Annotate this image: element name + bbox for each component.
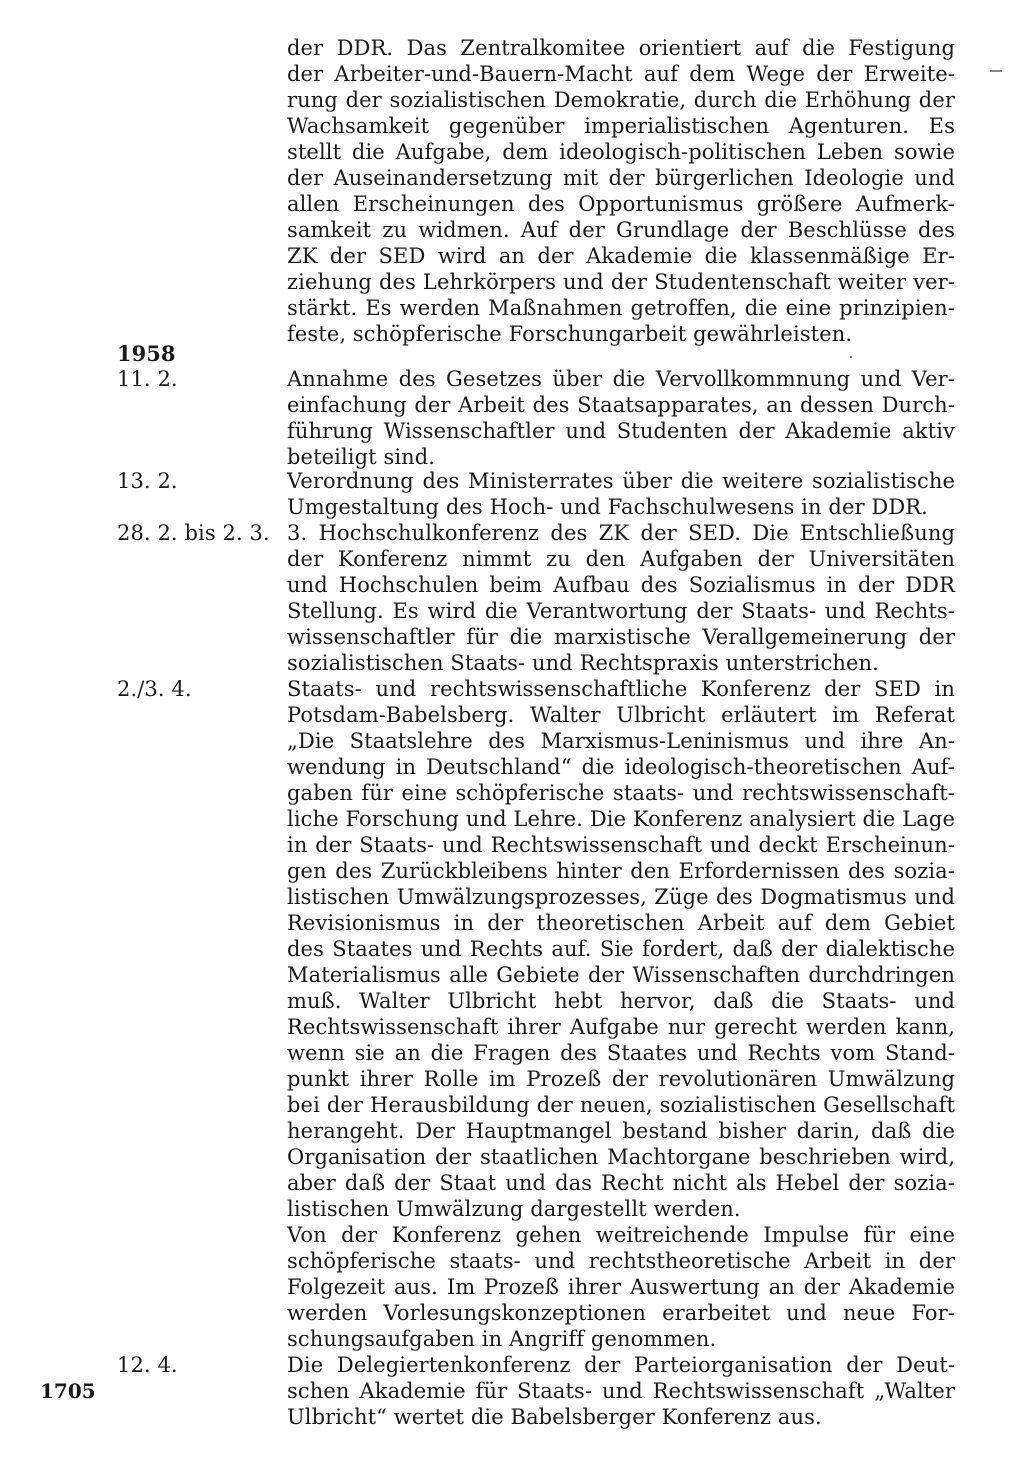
page-number: 1705 [40, 1379, 96, 1403]
entry-line: herangeht. Der Hauptmangel bestand bisher darin, daß die [287, 1119, 955, 1143]
entry-line: Verordnung des Ministerrates über die weitere sozialistische [287, 469, 955, 493]
entry-line: der Konferenz nimmt zu den Aufgaben der Universitäten [287, 547, 955, 571]
entry-line: Potsdam-Babelsberg. Walter Ulbricht erläutert im Referat [287, 703, 955, 727]
scan-speck [990, 70, 1002, 72]
entry-line: gaben für eine schöpferische staats- und rechtswissenschaft- [287, 781, 955, 805]
entry-line: in der Staats- und Rechtswissenschaft und deckt Erscheinun- [287, 833, 955, 857]
entry-line: Stellung. Es wird die Verantwortung der Staats- und Rechts- [287, 599, 955, 623]
intro-line: ziehung des Lehrkörpers und der Studentenschaft weiter ver- [287, 270, 955, 294]
intro-line: feste, schöpferische Forschungarbeit gewährleisten. [287, 322, 853, 346]
entry-line: Ulbricht“ wertet die Babelsberger Konferenz aus. [287, 1405, 822, 1429]
entry-line: listischen Umwälzung dargestellt werden. [287, 1197, 741, 1221]
entry-line: gen des Zurückbleibens hinter den Erfordernissen des sozia- [287, 859, 955, 883]
entry-line: Die Delegiertenkonferenz der Parteiorganisation der Deut- [287, 1353, 955, 1377]
intro-line: allen Erscheinungen des Opportunismus größere Aufmerk- [287, 192, 955, 216]
entry-date: 12. 4. [117, 1353, 178, 1377]
entry-line: Organisation der staatlichen Machtorgane beschrieben wird, [287, 1145, 955, 1169]
entry-line: und Hochschulen beim Aufbau des Sozialismus in der DDR [287, 573, 955, 597]
entry-date: 13. 2. [117, 469, 178, 493]
entry-line: beteiligt sind. [287, 445, 436, 469]
entry-line: einfachung der Arbeit des Staatsapparates, an dessen Durch- [287, 393, 955, 417]
entry-date: 28. 2. bis 2. 3. [117, 521, 270, 545]
entry-line: werden Vorlesungskonzeptionen erarbeitet und neue For- [287, 1301, 955, 1325]
entry-line: Folgezeit aus. Im Prozeß ihrer Auswertung an der Akademie [287, 1275, 955, 1299]
entry-line: führung Wissenschaftler und Studenten der Akademie aktiv [287, 419, 955, 443]
entry-line: aber daß der Staat und das Recht nicht als Hebel der sozia- [287, 1171, 955, 1195]
entry-line: punkt ihrer Rolle im Prozeß der revolutionären Umwälzung [287, 1067, 955, 1091]
entry-line: Materialismus alle Gebiete der Wissenschaften durchdringen [287, 963, 955, 987]
entry-line: Revisionismus in der theoretischen Arbeit auf dem Gebiet [287, 911, 955, 935]
intro-line: rung der sozialistischen Demokratie, durch die Erhöhung der [287, 88, 955, 112]
entry-line: 3. Hochschulkonferenz des ZK der SED. Die Entschließung [287, 521, 955, 545]
intro-line: Wachsamkeit gegenüber imperialistischen Agenturen. Es [287, 114, 955, 138]
scan-speck [850, 356, 852, 358]
intro-line: ZK der SED wird an der Akademie die klassenmäßige Er- [287, 244, 955, 268]
entry-line: listischen Umwälzungsprozesses, Züge des Dogmatismus und [287, 885, 955, 909]
entry-line: wendung in Deutschland“ die ideologisch-theoretischen Auf- [287, 755, 955, 779]
entry-line: sozialistischen Staats- und Rechtspraxis unterstrichen. [287, 651, 879, 675]
intro-line: der Auseinandersetzung mit der bürgerlichen Ideologie und [287, 166, 955, 190]
intro-line: stärkt. Es werden Maßnahmen getroffen, die eine prinzipien- [287, 296, 955, 320]
entry-line: Annahme des Gesetzes über die Vervollkommnung und Ver- [287, 367, 955, 391]
entry-date: 11. 2. [117, 367, 178, 391]
entry-line: wenn sie an die Fragen des Staates und Rechts vom Stand- [287, 1041, 955, 1065]
intro-line: stellt die Aufgabe, dem ideologisch-politischen Leben sowie [287, 140, 955, 164]
intro-line: samkeit zu widmen. Auf der Grundlage der Beschlüsse des [287, 218, 955, 242]
entry-line: „Die Staatslehre des Marxismus-Leninismus und ihre An- [287, 729, 955, 753]
entry-line: schen Akademie für Staats- und Rechtswissenschaft „Walter [287, 1379, 955, 1403]
entry-line: bei der Herausbildung der neuen, sozialistischen Gesellschaft [287, 1093, 955, 1117]
year-heading: 1958 [117, 341, 176, 366]
entry-line: liche Forschung und Lehre. Die Konferenz analysiert die Lage [287, 807, 955, 831]
entry-line: muß. Walter Ulbricht hebt hervor, daß die Staats- und [287, 989, 955, 1013]
entry-line: Von der Konferenz gehen weitreichende Impulse für eine [287, 1223, 955, 1247]
entry-date: 2./3. 4. [117, 677, 192, 701]
entry-line: schöpferische staats- und rechtstheoretische Arbeit in der [287, 1249, 955, 1273]
entry-line: Umgestaltung des Hoch- und Fachschulwesens in der DDR. [287, 495, 928, 519]
entry-line: Rechtswissenschaft ihrer Aufgabe nur gerecht werden kann, [287, 1015, 955, 1039]
entry-line: wissenschaftler für die marxistische Verallgemeinerung der [287, 625, 955, 649]
intro-line: der DDR. Das Zentralkomitee orientiert auf die Festigung [287, 36, 955, 60]
entry-line: Staats- und rechtswissenschaftliche Konferenz der SED in [287, 677, 955, 701]
intro-line: der Arbeiter-und-Bauern-Macht auf dem Wege der Erweite- [287, 62, 955, 86]
entry-line: des Staates und Rechts auf. Sie fordert, daß der dialektische [287, 937, 955, 961]
entry-line: schungsaufgaben in Angriff genommen. [287, 1327, 717, 1351]
